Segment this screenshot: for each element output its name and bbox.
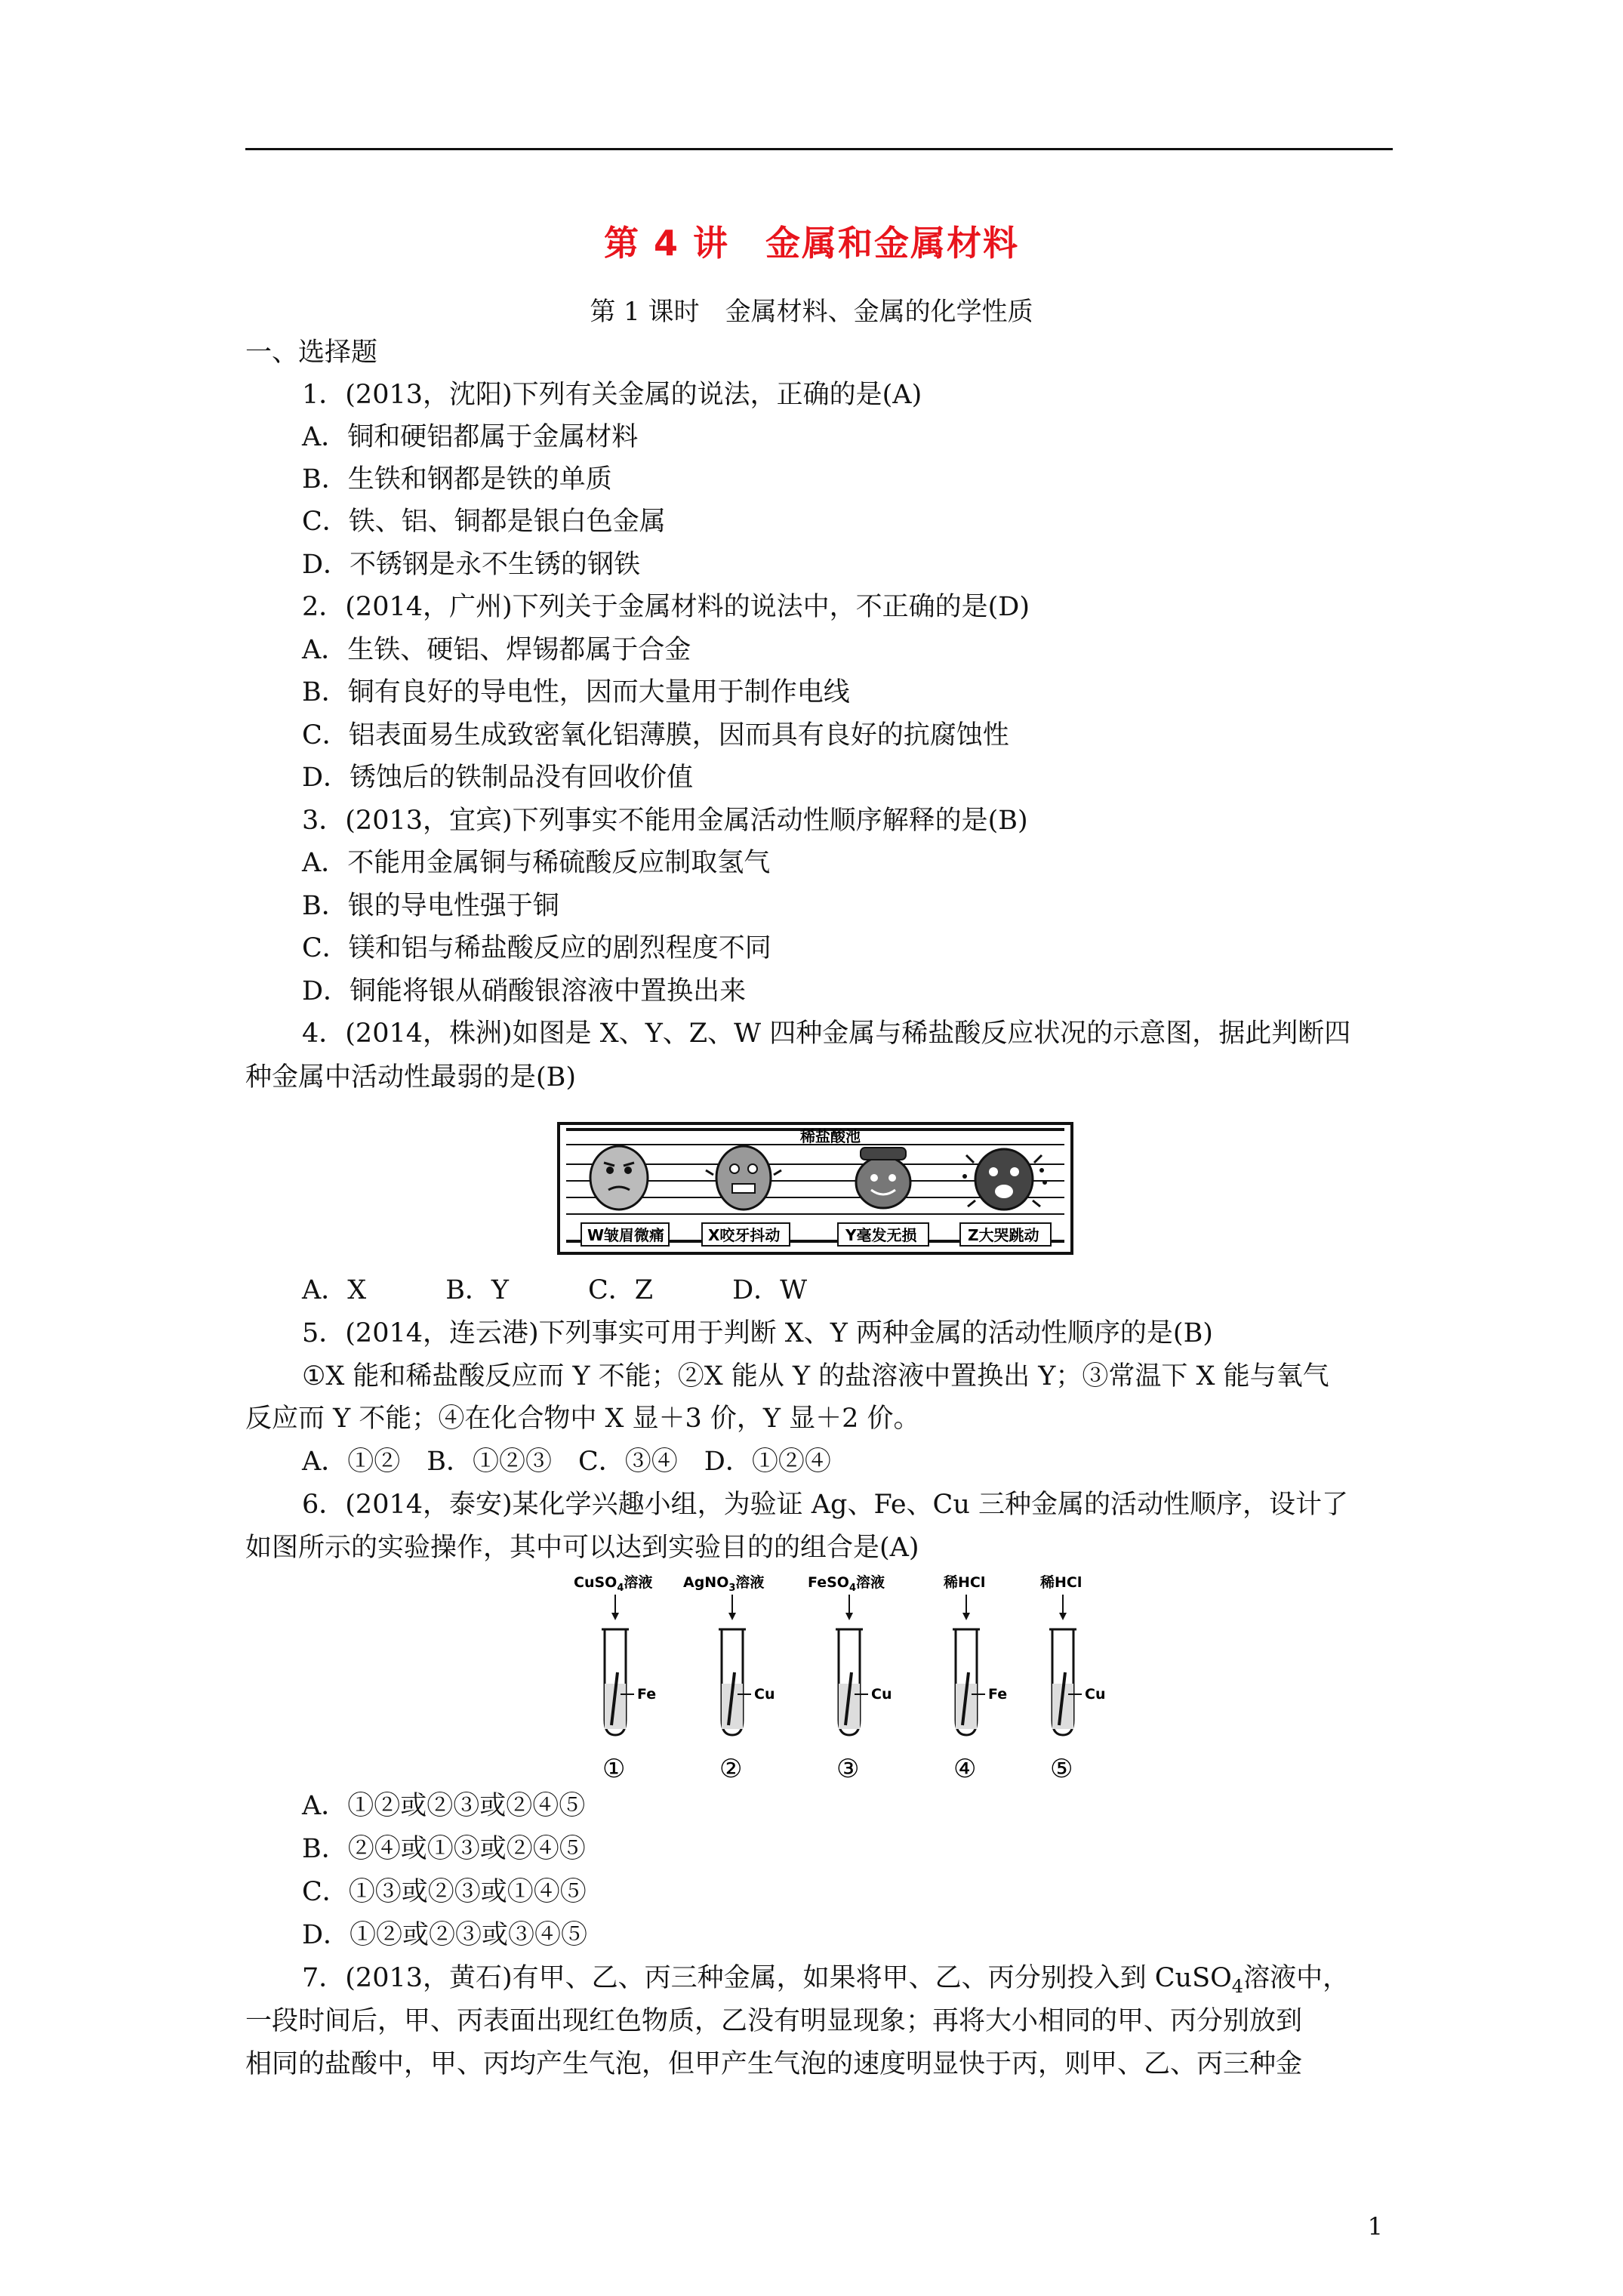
question-7-line1: [302, 1962, 1350, 1997]
q2-option-a: A．生铁、硬铝、焊锡都属于合金: [302, 635, 691, 665]
tube-1-number: ①: [602, 1754, 626, 1784]
page-number: 1: [1367, 2212, 1383, 2241]
q6-option-d: D．①②或②③或③④⑤: [302, 1920, 588, 1950]
tube-1-solution: CuSO$_4$溶液: [574, 1574, 653, 1594]
tube-4-solution: 稀HCl: [944, 1574, 986, 1591]
tube-3: [808, 1573, 892, 1784]
q7-line1-text: 7．(2013，黄石)有甲、乙、丙三种金属，如果将甲、乙、丙分别投入到 CuSO: [302, 1963, 1232, 1993]
q3-option-a: A．不能用金属铜与稀硫酸反应制取氢气: [302, 848, 771, 878]
q6-option-b: B．②④或①③或②④⑤: [302, 1834, 586, 1864]
page-subtitle: 第 1 课时 金属材料、金属的化学性质: [590, 297, 1033, 327]
tube-5-metal: Cu: [1085, 1686, 1106, 1703]
q1-option-b: B．生铁和钢都是铁的单质: [302, 464, 612, 495]
caption-w: W皱眉微痛: [587, 1226, 665, 1244]
question-6-line2: 如图所示的实验操作，其中可以达到实验目的的组合是(A): [245, 1533, 919, 1563]
q7-line1-subscript: 4: [1231, 1976, 1244, 1997]
tube-5-number: ⑤: [1050, 1754, 1073, 1784]
tube-2-metal: Cu: [754, 1686, 775, 1703]
test-tube-figure: [559, 1570, 1147, 1789]
page-title: 第 4 讲 金属和金属材料: [603, 223, 1020, 264]
tube-3-solution: FeSO$_4$溶液: [808, 1574, 885, 1594]
question-7-line2: 一段时间后，甲、丙表面出现红色物质，乙没有明显现象；再将大小相同的甲、丙分别放到: [245, 2006, 1303, 2036]
q1-option-a: A．铜和硬铝都属于金属材料: [302, 422, 639, 452]
question-6-line1: 6．(2014，泰安)某化学兴趣小组，为验证 Ag、Fe、Cu 三种金属的活动性顺序，设计了: [302, 1490, 1348, 1520]
question-4-line1: 4．(2014，株洲)如图是 X、Y、Z、W 四种金属与稀盐酸反应状况的示意图，据此判断四: [302, 1019, 1351, 1049]
q3-option-c: C．镁和铝与稀盐酸反应的剧烈程度不同: [302, 933, 771, 963]
q3-option-d: D．铜能将银从硝酸银溶液中置换出来: [302, 976, 747, 1006]
tube-3-metal: Cu: [871, 1686, 892, 1703]
question-5-stem: 5．(2014，连云港)下列事实可用于判断 X、Y 两种金属的活动性顺序的是(B): [302, 1318, 1213, 1348]
caption-z: Z大哭跳动: [968, 1226, 1039, 1244]
question-3-stem: 3．(2013，宜宾)下列事实不能用金属活动性顺序解释的是(B): [302, 806, 1028, 836]
pool-label: 稀盐酸池: [800, 1127, 861, 1145]
question-5-line2: 反应而 Y 不能；④在化合物中 X 显＋3 价，Y 显＋2 价。: [245, 1404, 920, 1434]
tube-3-number: ③: [836, 1754, 860, 1784]
tube-4-metal: Fe: [988, 1686, 1008, 1703]
tube-4: [943, 1573, 1007, 1784]
question-2-stem: 2．(2014，广州)下列关于金属材料的说法中，不正确的是(D): [302, 592, 1030, 622]
q6-option-c: C．①③或②③或①④⑤: [302, 1877, 587, 1907]
q2-option-c: C．铝表面易生成致密氧化铝薄膜，因而具有良好的抗腐蚀性: [302, 720, 1009, 750]
tube-2-number: ②: [719, 1754, 743, 1784]
q7-line1-suffix: 溶液中，: [1243, 1963, 1350, 1993]
question-1-stem: 1．(2013，沈阳)下列有关金属的说法，正确的是(A): [302, 380, 922, 410]
tube-5: [1039, 1573, 1105, 1784]
q2-option-d: D．锈蚀后的铁制品没有回收价值: [302, 763, 694, 793]
question-5-line1: ①X 能和稀盐酸反应而 Y 不能；②X 能从 Y 的盐溶液中置换出 Y；③常温下 X 能与氧气: [302, 1361, 1329, 1391]
q2-option-b: B．铜有良好的导电性，因而大量用于制作电线: [302, 677, 850, 707]
q1-option-d: D．不锈钢是永不生锈的钢铁: [302, 550, 641, 580]
question-7-line3: 相同的盐酸中，甲、丙均产生气泡，但甲产生气泡的速度明显快于丙，则甲、乙、丙三种金: [245, 2049, 1303, 2079]
tube-2-solution: AgNO$_3$溶液: [683, 1574, 765, 1594]
q4-options: A．X B．Y C．Z D．W: [302, 1275, 808, 1305]
caption-x: X咬牙抖动: [708, 1226, 781, 1244]
metal-w-character: [590, 1146, 648, 1210]
tube-1-metal: Fe: [637, 1686, 657, 1703]
metal-y-character: [856, 1148, 910, 1208]
section-heading: 一、选择题: [245, 337, 378, 368]
acid-pool-figure: [551, 1117, 1079, 1261]
header-rule: [245, 148, 1393, 150]
question-4-line2: 种金属中活动性最弱的是(B): [245, 1062, 577, 1093]
q1-option-c: C．铁、铝、铜都是银白色金属: [302, 507, 666, 537]
tube-1: [574, 1573, 656, 1784]
tube-4-number: ④: [953, 1754, 977, 1784]
q6-option-a: A．①②或②③或②④⑤: [302, 1791, 586, 1821]
q3-option-b: B．银的导电性强于铜: [302, 891, 559, 921]
caption-y: Y毫发无损: [845, 1226, 917, 1244]
tube-5-solution: 稀HCl: [1040, 1574, 1083, 1591]
tube-2: [683, 1573, 775, 1784]
q5-options: A．①② B．①②③ C．③④ D．①②④: [302, 1447, 831, 1477]
